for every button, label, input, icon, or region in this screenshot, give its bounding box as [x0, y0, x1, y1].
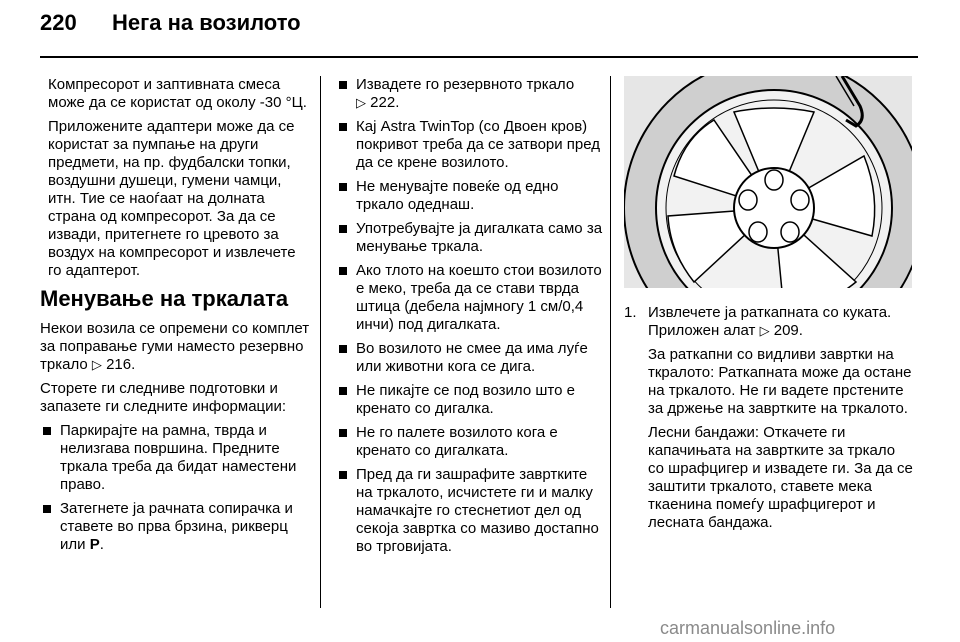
- bullet-icon: [339, 471, 347, 479]
- list-item-text: Затегнете ја рачната сопирачка и ставете во прва брзина, рикверц или: [60, 500, 293, 553]
- numbered-step: [624, 304, 914, 340]
- column-divider: [320, 76, 321, 608]
- punctuation: .: [99, 536, 104, 553]
- paragraph: [40, 320, 310, 374]
- column-middle: [336, 76, 608, 562]
- column-left: [40, 76, 310, 560]
- list-item-text: Пред да ги зашрафите завртките на тркалото, исчистете ги и малку намачкајте го стеснетиот дел од секоја завртка со мазиво достапно во трговијата.: [356, 466, 599, 555]
- bullet-icon: [339, 387, 347, 395]
- bullet-icon: [339, 183, 347, 191]
- list-item: [336, 424, 608, 460]
- list-item: [336, 76, 608, 112]
- page-number: 220: [40, 10, 77, 35]
- list-item: [336, 178, 608, 214]
- list-item-text: Кај Astra TwinTop (со Двоен кров) покривот треба да се затвори пред да се крене возилото.: [356, 118, 601, 171]
- bullet-icon: [339, 225, 347, 233]
- bullet-icon: [43, 505, 51, 513]
- list-item: [336, 340, 608, 376]
- bullet-icon: [339, 267, 347, 275]
- header-rule: [40, 56, 918, 58]
- section-heading: Менување на тркалата: [40, 286, 289, 311]
- list-item: [40, 422, 310, 494]
- triangle-right-icon: ▷: [759, 323, 770, 338]
- hubcap-removal-icon: [624, 76, 912, 288]
- list-item-text: Во возилото не смее да има луѓе или животни кога се дига.: [356, 340, 588, 375]
- list-item: [336, 220, 608, 256]
- triangle-right-icon: ▷: [356, 95, 366, 110]
- list-item-text: Ако тлото на коешто стои возилото е меко, треба да се стави тврда штица (дебела најмногу 1 см/0,4 инчи) под дигалката.: [356, 262, 602, 333]
- list-item: [336, 118, 608, 172]
- page-header: [40, 10, 301, 50]
- page-reference[interactable]: 222.: [370, 94, 400, 111]
- list-item: [336, 466, 608, 556]
- triangle-right-icon: ▷: [91, 357, 102, 372]
- bullet-icon: [339, 81, 347, 89]
- list-item-text: Употребувајте ја дигалката само за менување тркала.: [356, 220, 603, 255]
- list-item-text: Не менувајте повеќе од едно тркало одеднаш.: [356, 178, 559, 213]
- page-reference[interactable]: 216.: [106, 356, 136, 373]
- list-item-text: Извадете го резервното тркало: [356, 76, 575, 93]
- paragraph: Приложените адаптери може да се користат за пумпање на други предмети, на пр. фудбалски топки, воздушни душеци, гумени чамци, итн. Тие се наоѓаат на долната страна од компресорот. За да се извади, притегнете го цревото за воздух на компресорот и извлечете го адаптерот.: [48, 118, 296, 279]
- bullet-icon: [43, 427, 51, 435]
- paragraph: Сторете ги следниве подготовки и запазете ги следните информации:: [40, 380, 287, 415]
- paragraph-text: Некои возила се опремени со комплет за поправање гуми наместо резервно тркало: [40, 320, 310, 373]
- list-item: [336, 382, 608, 418]
- step-text: Извлечете ја раткапната со куката. Приложен алат: [648, 304, 892, 339]
- gear-position-label: P: [89, 536, 100, 553]
- paragraph: Лесни бандажи: Откачете ги капачињата на завртките за тркало со шрафцигер и извадете ги. За да се заштити тркалото, ставете мека ткаенина помеѓу шрафцигерот и лесната бандажа.: [648, 424, 913, 531]
- chapter-title: Нега на возилото: [112, 10, 301, 35]
- page-reference[interactable]: 209.: [773, 322, 803, 339]
- paragraph: Компресорот и заптивната смеса може да се користат од околу -30 °Ц.: [48, 76, 307, 111]
- paragraph: За раткапни со видливи завртки на ткралото: Раткапната може да остане на тркалото. Не ги вадете прстените за држење на завртките на тркалото.: [648, 346, 912, 417]
- list-item-text: Не пикајте се под возило што е кренато со дигалка.: [356, 382, 575, 417]
- list-item-text: Не го палете возилото кога е кренато со дигалката.: [356, 424, 558, 459]
- step-number: 1.: [624, 304, 637, 321]
- column-divider: [610, 76, 611, 608]
- list-item-text: Паркирајте на рамна, тврда и нелизгава површина. Предните тркала треба да бидат наместени право.: [60, 422, 297, 493]
- instructions: [624, 304, 914, 538]
- wheel-cover-illustration: [624, 76, 912, 288]
- list-item: [40, 500, 310, 554]
- watermark: carmanualsonline.info: [660, 618, 836, 638]
- bullet-icon: [339, 429, 347, 437]
- bullet-icon: [339, 345, 347, 353]
- bullet-icon: [339, 123, 347, 131]
- list-item: [336, 262, 608, 334]
